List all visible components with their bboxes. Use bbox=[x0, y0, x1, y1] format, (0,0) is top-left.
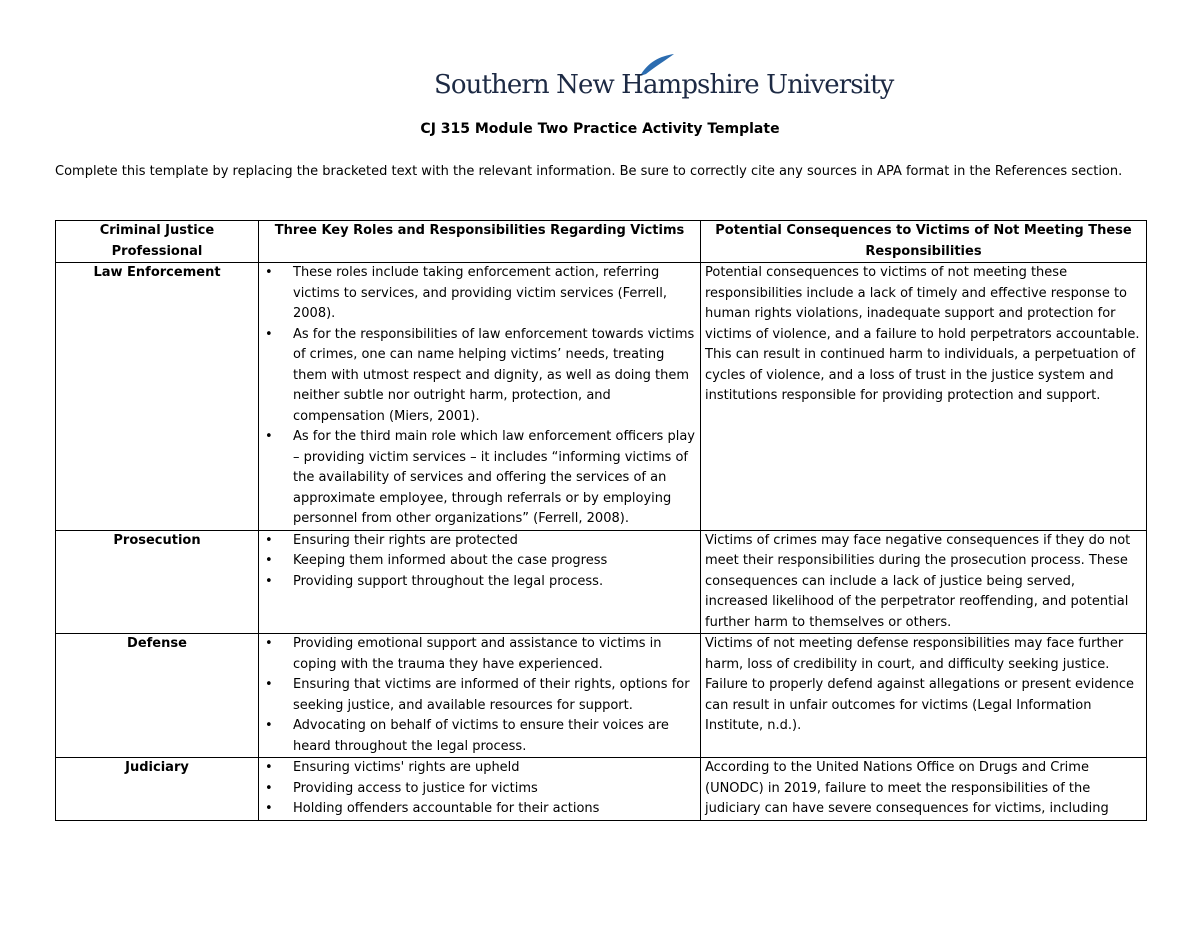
professional-cell: Prosecution bbox=[56, 530, 259, 634]
roles-cell bbox=[259, 530, 701, 634]
header-consequences: Potential Consequences to Victims of Not Meeting These Responsibilities bbox=[701, 221, 1147, 263]
list-item: • Ensuring that victims are informed of their rights, options for seeking justice, and available resources for support. bbox=[263, 675, 696, 716]
roles-list bbox=[263, 758, 696, 820]
page-bottom-crop bbox=[0, 858, 1200, 927]
list-item: • Providing emotional support and assistance to victims in coping with the trauma they have experienced. bbox=[263, 634, 696, 675]
roles-list bbox=[263, 634, 696, 757]
table-row bbox=[56, 263, 1147, 531]
instructions-paragraph: Complete this template by replacing the bracketed text with the relevant information. Be sure to correctly cite any sources in APA format in the References section. bbox=[55, 164, 1123, 179]
list-item: • Holding offenders accountable for their actions bbox=[263, 799, 696, 820]
table-row bbox=[56, 758, 1147, 821]
list-item: • Providing access to justice for victims bbox=[263, 779, 696, 800]
victims-roles-table bbox=[55, 220, 1147, 821]
university-logo bbox=[434, 52, 894, 104]
header-professional: Criminal Justice Professional bbox=[56, 221, 259, 263]
list-item: • Keeping them informed about the case progress bbox=[263, 551, 696, 572]
table-row bbox=[56, 634, 1147, 758]
roles-list bbox=[263, 263, 696, 530]
list-item: • Ensuring victims' rights are upheld bbox=[263, 758, 696, 779]
table-row bbox=[56, 530, 1147, 634]
list-item: • Advocating on behalf of victims to ensure their voices are heard throughout the legal process. bbox=[263, 716, 696, 757]
document-title: CJ 315 Module Two Practice Activity Template bbox=[420, 121, 780, 137]
list-item: • Ensuring their rights are protected bbox=[263, 531, 696, 552]
table-header-row bbox=[56, 221, 1147, 263]
list-item: • As for the third main role which law enforcement officers play – providing victim services – it includes “informing victims of the availability of services and offering the services of an approximate employee, through referrals or by employing personnel from other organizations” (Ferrell, 2008). bbox=[263, 427, 696, 530]
professional-cell: Law Enforcement bbox=[56, 263, 259, 531]
logo-wordmark: Southern New Hampshire University bbox=[434, 70, 894, 100]
list-item: • These roles include taking enforcement action, referring victims to services, and providing victim services (Ferrell, 2008). bbox=[263, 263, 696, 325]
list-item: • As for the responsibilities of law enforcement towards victims of crimes, one can name helping victims’ needs, treating them with utmost respect and dignity, as well as doing them neither subtle nor outright harm, protection, and compensation (Miers, 2001). bbox=[263, 325, 696, 428]
consequences-cell: Potential consequences to victims of not meeting these responsibilities include a lack of timely and effective response to human rights violations, inadequate support and protection for victims of violence, and a failure to hold perpetrators accountable. This can result in continued harm to individuals, a perpetuation of cycles of violence, and a loss of trust in the justice system and institutions responsible for providing protection and support. bbox=[701, 263, 1147, 531]
header-roles: Three Key Roles and Responsibilities Regarding Victims bbox=[259, 221, 701, 263]
roles-cell bbox=[259, 634, 701, 758]
consequences-cell: Victims of crimes may face negative consequences if they do not meet their responsibilities during the prosecution process. These consequences can include a lack of justice being served, increased likelihood of the perpetrator reoffending, and potential further harm to themselves or others. bbox=[701, 530, 1147, 634]
list-item: • Providing support throughout the legal process. bbox=[263, 572, 696, 593]
roles-list bbox=[263, 531, 696, 593]
roles-cell bbox=[259, 263, 701, 531]
consequences-cell: According to the United Nations Office on Drugs and Crime (UNODC) in 2019, failure to meet the responsibilities of the judiciary can have severe consequences for victims, including bbox=[701, 758, 1147, 821]
roles-cell bbox=[259, 758, 701, 821]
professional-cell: Defense bbox=[56, 634, 259, 758]
professional-cell: Judiciary bbox=[56, 758, 259, 821]
consequences-cell: Victims of not meeting defense responsibilities may face further harm, loss of credibility in court, and difficulty seeking justice. Failure to properly defend against allegations or present evidence can result in unfair outcomes for victims (Legal Information Institute, n.d.). bbox=[701, 634, 1147, 758]
